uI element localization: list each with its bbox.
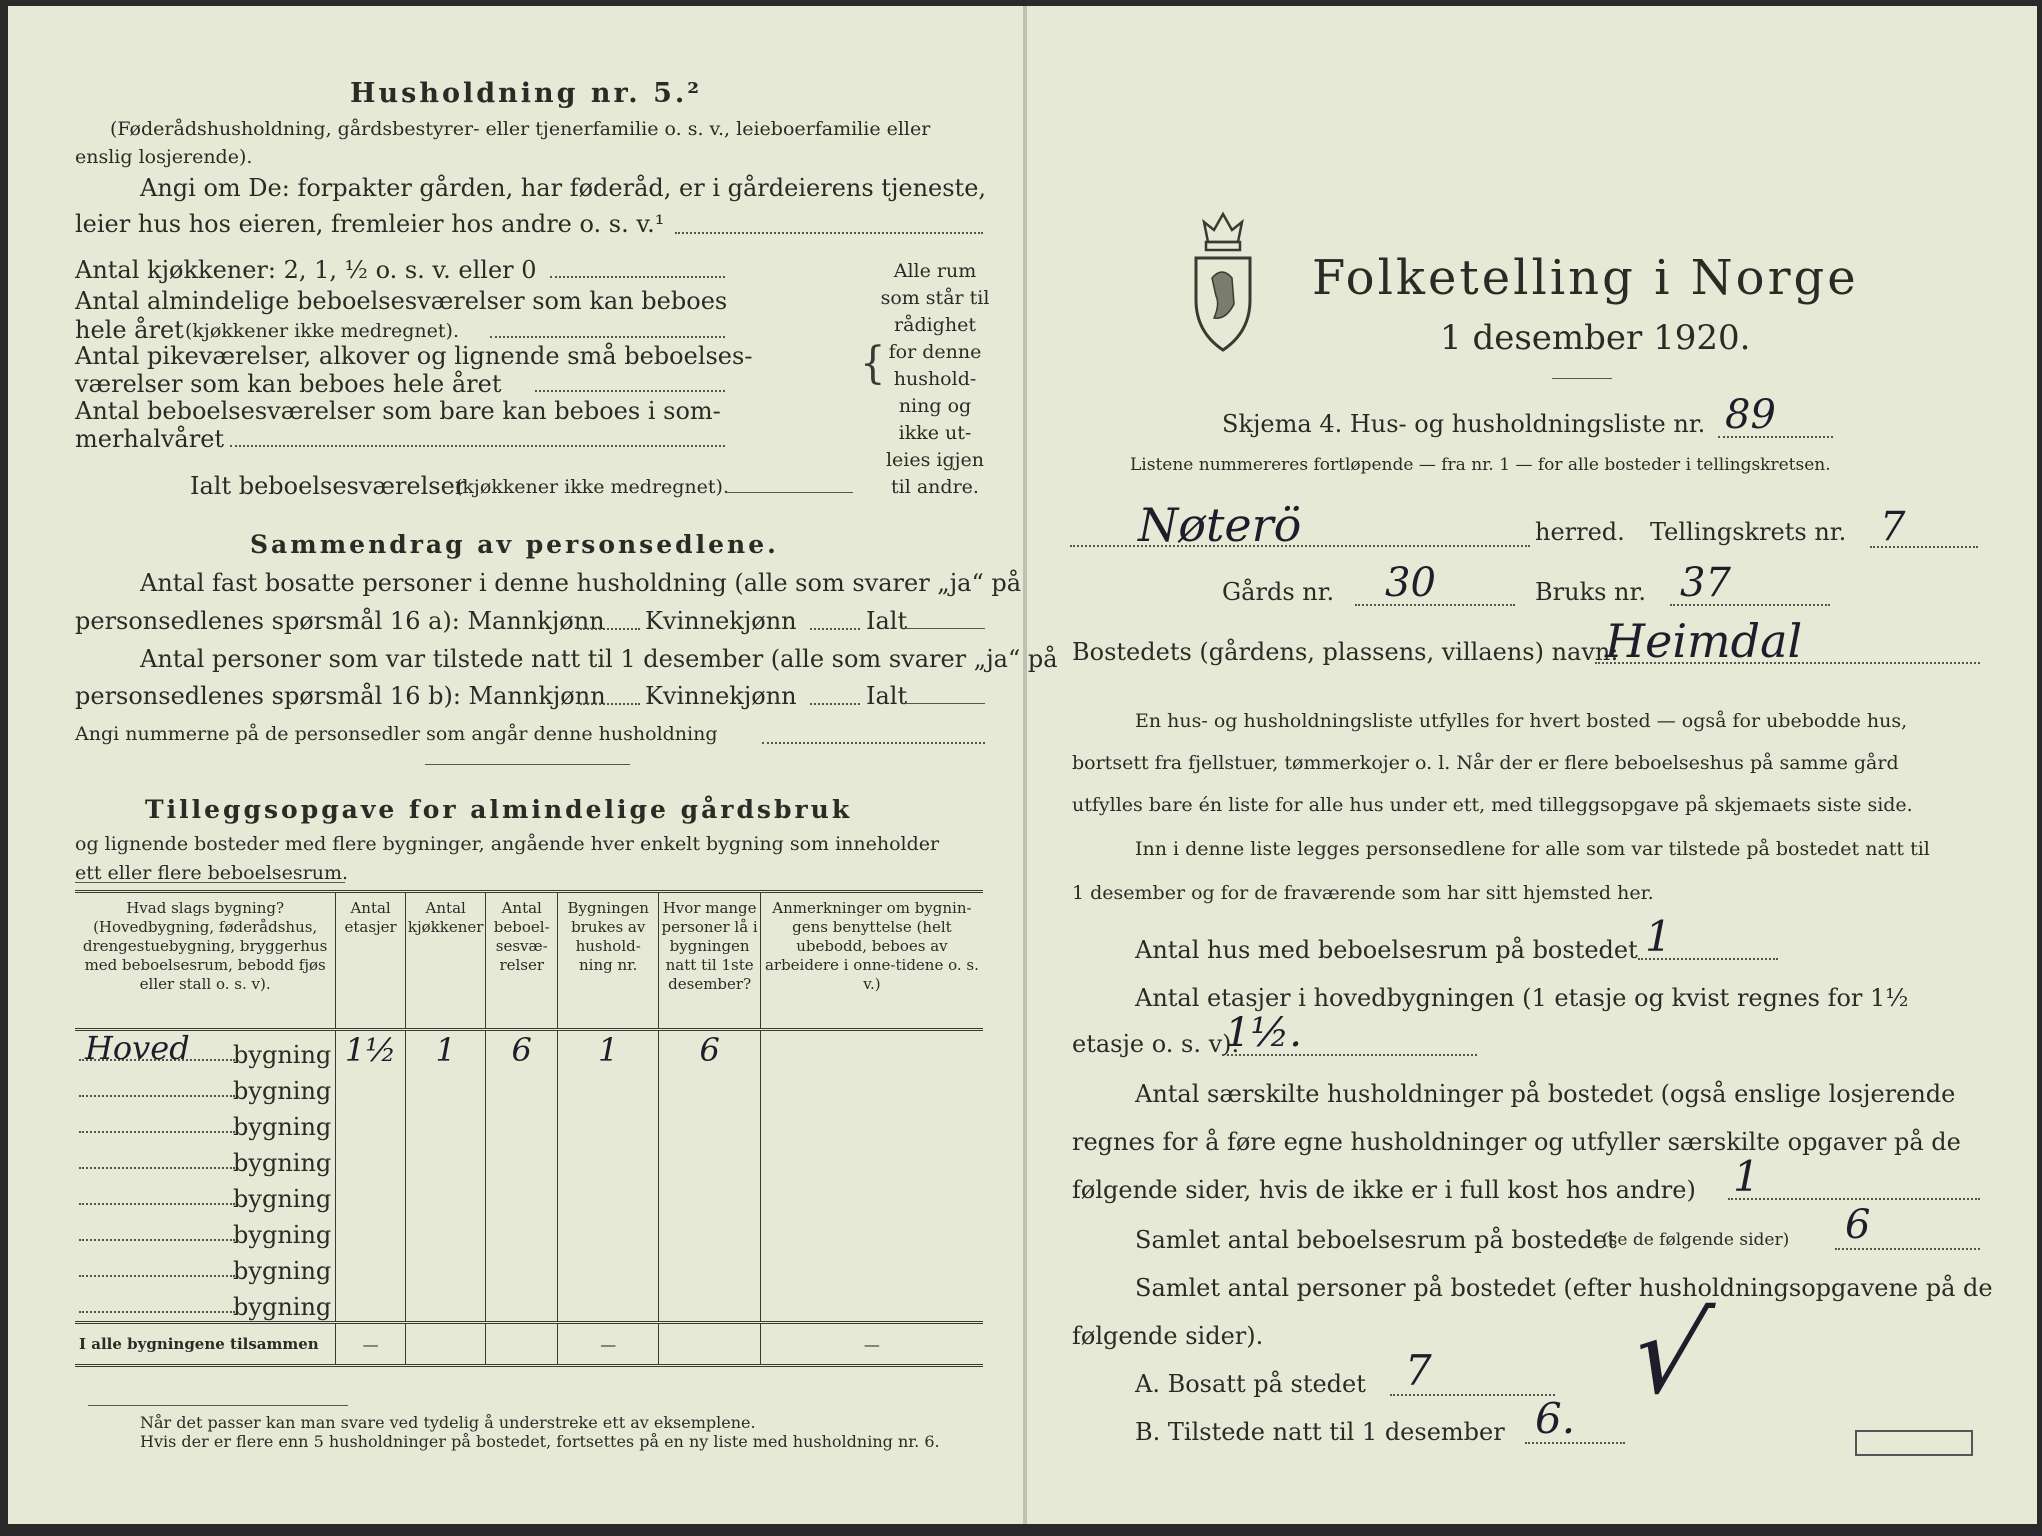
rooms-ordinary-c: (kjøkkener ikke medregnet).	[185, 320, 459, 342]
cell-husholdning[interactable]	[558, 1213, 659, 1249]
cell-personer[interactable]	[659, 1249, 760, 1285]
summary-line-4: personsedlenes spørsmål 16 b): Mannkjønn	[75, 682, 606, 710]
col-kjokkener: Antal kjøkkener	[405, 892, 486, 1030]
table-row	[75, 1105, 983, 1141]
building-type-dotted-line	[79, 1203, 235, 1205]
etasjer-line-2: etasje o. s. v).	[1072, 1030, 1240, 1058]
total-dash: —	[558, 1323, 659, 1366]
brace-note-line: rådighet	[894, 314, 976, 336]
building-type-cell[interactable]	[75, 1249, 336, 1285]
extra-line-1: og lignende bosteder med flere bygninger, angående hver enkelt bygning som inneholder	[75, 833, 940, 855]
cell-etasjer[interactable]	[336, 1177, 406, 1213]
summary-title: Sammendrag av personsedlene.	[250, 530, 779, 559]
cell-anm[interactable]	[760, 1141, 983, 1177]
building-type-value: Hoved	[85, 1029, 190, 1067]
skjema-number-line	[1718, 436, 1833, 438]
printer-stamp	[1855, 1430, 1973, 1456]
building-type-cell[interactable]	[75, 1285, 336, 1323]
fast-mann-field[interactable]	[580, 628, 640, 630]
cell-etasjer[interactable]: 1½	[336, 1030, 406, 1070]
building-type-dotted-line	[79, 1131, 235, 1133]
cell-kjokkener[interactable]	[405, 1213, 486, 1249]
instruction-1: En hus- og husholdningsliste utfylles for hvert bosted — også for ubebodde hus,	[1135, 710, 1908, 732]
cell-vaerelser[interactable]	[486, 1213, 558, 1249]
cell-kjokkener[interactable]	[405, 1285, 486, 1323]
building-type-dotted-line	[79, 1095, 235, 1097]
total-row	[75, 1323, 983, 1366]
rooms-total: Ialt beboelsesværelser	[190, 472, 467, 500]
col-husholdning: Bygningen brukes av hushold-ning nr.	[558, 892, 659, 1030]
cell-kjokkener[interactable]	[405, 1177, 486, 1213]
krets-label: Tellingskrets nr.	[1650, 518, 1847, 546]
bruks-line	[1670, 604, 1830, 606]
total-dash: —	[336, 1323, 406, 1366]
samlet-rum-note: (se de følgende sider)	[1602, 1230, 1790, 1250]
hus-label: Antal hus med beboelsesrum på bostedet	[1135, 936, 1638, 964]
cell-anm[interactable]	[760, 1105, 983, 1141]
table-row	[75, 1069, 983, 1105]
cell-vaerelser[interactable]	[486, 1177, 558, 1213]
total-dash: —	[760, 1323, 983, 1366]
instruction-4: Inn i denne liste legges personsedlene for alle som var tilstede på bostedet natt til	[1135, 838, 1930, 860]
census-date: 1 desember 1920.	[1440, 318, 1751, 358]
rooms-ordinary-a: Antal almindelige beboelsesværelser som kan beboes	[75, 287, 728, 315]
table-row	[75, 1249, 983, 1285]
gards-label: Gårds nr.	[1222, 578, 1335, 606]
brace-note-line: som står til	[880, 287, 990, 309]
col-building-type: Hvad slags bygning? (Hovedbygning, føderådshus, drengestuebygning, bryggerhus med beboelsesrum, bebodd fjøs eller stall o. s. v).	[75, 892, 336, 1030]
rooms-kitchens: Antal kjøkkener: 2, 1, ½ o. s. v. eller 0	[75, 256, 537, 284]
cell-personer[interactable]	[659, 1285, 760, 1323]
brace-note-line: for denne	[888, 341, 982, 363]
building-suffix: bygning	[233, 1113, 332, 1141]
cell-etasjer[interactable]	[336, 1213, 406, 1249]
tilstede-value[interactable]: 6.	[1535, 1394, 1576, 1443]
extra-divider	[75, 882, 345, 883]
brace-note-line: hushold-	[893, 368, 977, 390]
bruks-label: Bruks nr.	[1535, 578, 1646, 606]
building-suffix: bygning	[233, 1185, 332, 1213]
samlet-pers-line-1: Samlet antal personer på bostedet (efter husholdningsopgavene på de	[1135, 1274, 1993, 1302]
sarskilte-line-1: Antal særskilte husholdninger på bostedet (også enslige losjerende	[1135, 1080, 1956, 1108]
summary-line-1: Antal fast bosatte personer i denne husholdning (alle som svarer „ja“ på	[140, 569, 1022, 597]
gards-line	[1355, 604, 1515, 606]
footnote-divider	[88, 1405, 348, 1406]
col-anmerkninger: Anmerkninger om bygnin-gens benyttelse (helt ubebodd, beboes av arbeidere i onne-tidene o. s. v.)	[760, 892, 983, 1030]
hus-value[interactable]: 1	[1645, 912, 1672, 961]
cell-anm[interactable]	[760, 1069, 983, 1105]
small-rooms-field[interactable]	[535, 390, 725, 392]
cell-kjokkener[interactable]	[405, 1069, 486, 1105]
table-row	[75, 1285, 983, 1323]
instruction-5: 1 desember og for de fraværende som har sitt hjemsted her.	[1072, 882, 1654, 904]
check-mark: √	[1621, 1290, 1719, 1418]
total-cell[interactable]	[486, 1323, 558, 1366]
herred-line	[1070, 545, 1530, 547]
building-type-cell[interactable]	[75, 1141, 336, 1177]
skjema-number[interactable]: 89	[1725, 392, 1776, 438]
cell-husholdning[interactable]	[558, 1105, 659, 1141]
building-type-cell[interactable]	[75, 1177, 336, 1213]
krets-value[interactable]: 7	[1880, 504, 1906, 550]
census-title: Folketelling i Norge	[1312, 250, 1859, 306]
samlet-rum-label: Samlet antal beboelsesrum på bostedet	[1135, 1226, 1617, 1254]
instruction-3: utfylles bare én liste for alle hus under ett, med tilleggsopgave på skjemaets siste side.	[1072, 794, 1913, 816]
summary-kvinne-label-a: Kvinnekjønn	[645, 607, 797, 635]
cell-personer[interactable]	[659, 1069, 760, 1105]
brace-note-line: leies igjen	[885, 449, 985, 471]
skjema-label: Skjema 4. Hus- og husholdningsliste nr.	[1222, 410, 1706, 438]
samlet-rum-value[interactable]: 6	[1845, 1202, 1871, 1248]
building-suffix: bygning	[233, 1293, 332, 1321]
cell-personer[interactable]	[659, 1141, 760, 1177]
brace-note	[880, 258, 990, 501]
bosted-value[interactable]: Heimdal	[1605, 614, 1803, 668]
summary-ialt-label-b: Ialt	[866, 682, 908, 710]
rooms-summer-a: Antal beboelsesværelser som bare kan beboes i som-	[75, 397, 721, 425]
building-suffix: bygning	[233, 1257, 332, 1285]
fast-kvinne-field[interactable]	[810, 628, 860, 630]
summary-line-5: Angi nummerne på de personsedler som angår denne husholdning	[75, 723, 718, 745]
cell-anm[interactable]	[760, 1249, 983, 1285]
bruks-value[interactable]: 37	[1680, 560, 1731, 606]
col-vaerelser: Antal beboel-sesvæ-relser	[486, 892, 558, 1030]
building-type-dotted-line	[79, 1311, 235, 1313]
table-row	[75, 1213, 983, 1249]
samlet-pers-line-2: følgende sider).	[1072, 1322, 1264, 1350]
hus-line	[1638, 958, 1778, 960]
cell-etasjer[interactable]	[336, 1141, 406, 1177]
sarskilte-value[interactable]: 1	[1733, 1152, 1760, 1201]
fast-ialt-field[interactable]	[905, 628, 985, 629]
building-type-cell[interactable]	[75, 1213, 336, 1249]
cell-kjokkener[interactable]: 1	[405, 1030, 486, 1070]
building-suffix: bygning	[233, 1221, 332, 1249]
footnote-1: Når det passer kan man svare ved tydelig å understreke ett av eksemplene.	[140, 1413, 756, 1432]
page-fold	[1023, 6, 1027, 1524]
col-etasjer: Antal etasjer	[336, 892, 406, 1030]
bosatt-label: A. Bosatt på stedet	[1135, 1370, 1366, 1398]
summary-divider	[425, 764, 630, 765]
building-suffix: bygning	[233, 1077, 332, 1105]
cell-anm[interactable]	[760, 1030, 983, 1070]
cell-husholdning[interactable]	[558, 1069, 659, 1105]
summary-line-2: personsedlenes spørsmål 16 a): Mannkjønn	[75, 607, 605, 635]
cell-husholdning[interactable]: 1	[558, 1030, 659, 1070]
cell-anm[interactable]	[760, 1285, 983, 1323]
cell-vaerelser[interactable]	[486, 1285, 558, 1323]
etasjer-line-1: Antal etasjer i hovedbygningen (1 etasje og kvist regnes for 1½	[1135, 984, 1909, 1012]
summary-ialt-label-a: Ialt	[866, 607, 908, 635]
cell-kjokkener[interactable]	[405, 1141, 486, 1177]
building-table	[75, 890, 983, 1367]
col-personer: Hvor mange personer lå i bygningen natt til 1ste desember?	[659, 892, 760, 1030]
herred-label: herred.	[1535, 518, 1625, 546]
building-suffix: bygning	[233, 1149, 332, 1177]
sarskilte-line-2: regnes for å føre egne husholdninger og utfyller særskilte opgaver på de	[1072, 1128, 1961, 1156]
tilstede-label: B. Tilstede natt til 1 desember	[1135, 1418, 1505, 1446]
instruction-2: bortsett fra fjellstuer, tømmerkojer o. l. Når der er flere beboelseshus på samme gård	[1072, 752, 1899, 774]
cell-etasjer[interactable]	[336, 1249, 406, 1285]
summer-rooms-field[interactable]	[230, 445, 725, 447]
cell-husholdning[interactable]	[558, 1249, 659, 1285]
footnote-2: Hvis der er flere enn 5 husholdninger på bostedet, fortsettes på en ny liste med husholdning nr. 6.	[140, 1432, 940, 1451]
cell-vaerelser[interactable]	[486, 1069, 558, 1105]
rooms-ordinary-b: hele året	[75, 316, 184, 344]
rooms-summer-b: merhalvåret	[75, 425, 225, 453]
brace-note-line: Alle rum	[893, 260, 977, 282]
total-cell[interactable]	[405, 1323, 486, 1366]
brace-note-line: ikke ut-	[898, 422, 972, 444]
cell-husholdning[interactable]	[558, 1285, 659, 1323]
tilstede-line	[1525, 1442, 1625, 1444]
sarskilte-line-3: følgende sider, hvis de ikke er i full kost hos andre)	[1072, 1176, 1696, 1204]
cell-personer[interactable]	[659, 1105, 760, 1141]
angi-line-2: leier hus hos eieren, fremleier hos andre o. s. v.¹	[75, 210, 665, 238]
cell-personer[interactable]	[659, 1177, 760, 1213]
title-divider	[1552, 378, 1612, 379]
cell-kjokkener[interactable]	[405, 1249, 486, 1285]
cell-personer[interactable]	[659, 1213, 760, 1249]
table-row	[75, 1177, 983, 1213]
cell-husholdning[interactable]	[558, 1141, 659, 1177]
rooms-total-field[interactable]	[725, 492, 853, 493]
rooms-small-b: værelser som kan beboes hele året	[75, 370, 502, 398]
table-row	[75, 1030, 983, 1070]
rooms-small-a: Antal pikeværelser, alkover og lignende små beboelses-	[75, 342, 753, 370]
cell-anm[interactable]	[760, 1213, 983, 1249]
building-suffix: bygning	[233, 1041, 332, 1069]
tilstede-mann-field[interactable]	[580, 703, 640, 705]
cell-anm[interactable]	[760, 1177, 983, 1213]
cell-vaerelser[interactable]	[486, 1249, 558, 1285]
total-cell[interactable]	[659, 1323, 760, 1366]
samlet-rum-line	[1835, 1248, 1980, 1250]
extra-title: Tilleggsopgave for almindelige gårdsbruk	[145, 795, 853, 824]
gards-value[interactable]: 30	[1385, 560, 1436, 606]
building-type-dotted-line	[79, 1167, 235, 1169]
household-title: Husholdning nr. 5.²	[350, 78, 703, 109]
brace-note-line: ning og	[898, 395, 972, 417]
angi-line-1: Angi om De: forpakter gården, har føderåd, er i gårdeierens tjeneste,	[140, 174, 987, 202]
cell-etasjer[interactable]	[336, 1069, 406, 1105]
cell-vaerelser[interactable]	[486, 1141, 558, 1177]
cell-kjokkener[interactable]	[405, 1105, 486, 1141]
summary-kvinne-label-b: Kvinnekjønn	[645, 682, 797, 710]
extra-line-2: ett eller flere beboelsesrum.	[75, 862, 349, 884]
herred-value[interactable]: Nøterö	[1138, 498, 1302, 552]
nummerne-field[interactable]	[762, 742, 985, 744]
tilstede-ialt-field[interactable]	[905, 703, 985, 704]
norway-coat-of-arms-icon	[1190, 208, 1256, 356]
building-type-cell[interactable]	[75, 1105, 336, 1141]
household-note-2: enslig losjerende).	[75, 146, 253, 168]
cell-etasjer[interactable]	[336, 1285, 406, 1323]
household-note-1: (Føderådshusholdning, gårdsbestyrer- eller tjenerfamilie o. s. v., leieboerfamilie eller	[110, 118, 931, 140]
total-row-label: I alle bygningene tilsammen	[75, 1323, 336, 1366]
cell-vaerelser[interactable]: 6	[486, 1030, 558, 1070]
angi-field[interactable]	[675, 232, 983, 234]
brace-note-line: til andre.	[891, 476, 979, 498]
etasjer-line	[1222, 1054, 1477, 1056]
cell-etasjer[interactable]	[336, 1105, 406, 1141]
tilstede-kvinne-field[interactable]	[810, 703, 860, 705]
listene-note: Listene nummereres fortløpende — fra nr. 1 — for alle bosteder i tellingskretsen.	[1130, 455, 1831, 475]
building-type-cell[interactable]	[75, 1069, 336, 1105]
summary-line-3: Antal personer som var tilstede natt til 1 desember (alle som svarer „ja“ på	[140, 645, 1058, 673]
etasjer-value[interactable]: 1½.	[1225, 1010, 1302, 1056]
kitchens-field[interactable]	[550, 276, 725, 278]
bosted-line	[1595, 662, 1980, 664]
rooms-total-note: (kjøkkener ikke medregnet).	[455, 476, 729, 498]
bosted-label: Bostedets (gårdens, plassens, villaens) navn:	[1072, 638, 1619, 666]
building-type-cell[interactable]	[75, 1030, 336, 1070]
cell-vaerelser[interactable]	[486, 1105, 558, 1141]
cell-personer[interactable]: 6	[659, 1030, 760, 1070]
bosatt-line	[1390, 1394, 1555, 1396]
building-type-dotted-line	[79, 1239, 235, 1241]
krets-line	[1870, 546, 1978, 548]
building-type-dotted-line	[79, 1275, 235, 1277]
bosatt-value[interactable]: 7	[1405, 1346, 1432, 1395]
sarskilte-line	[1728, 1198, 1980, 1200]
table-row	[75, 1141, 983, 1177]
cell-husholdning[interactable]	[558, 1177, 659, 1213]
brace: {	[860, 338, 886, 390]
ordinary-rooms-field[interactable]	[490, 336, 725, 338]
